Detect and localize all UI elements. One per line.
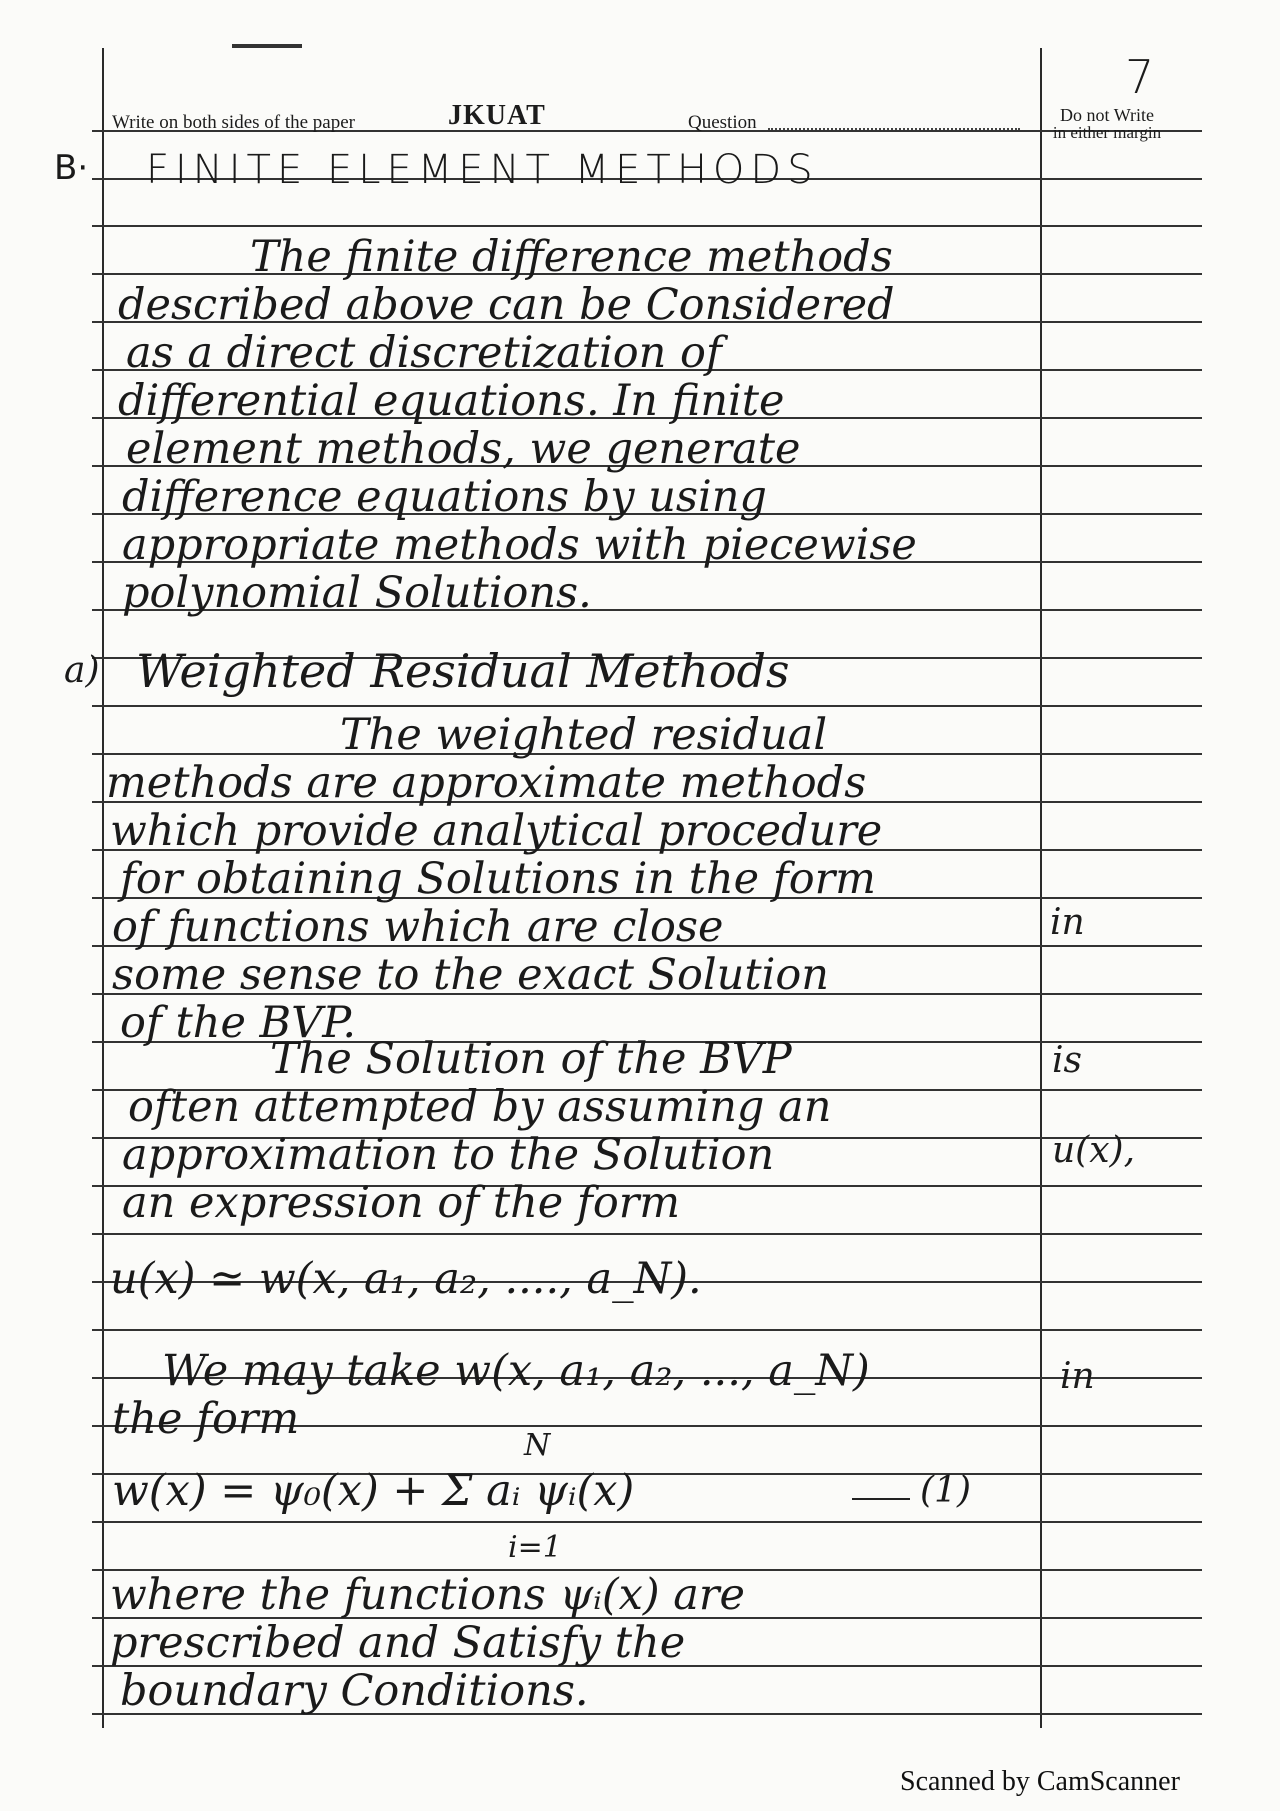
ruled-line	[92, 705, 1202, 707]
equation-number: (1)	[920, 1470, 971, 1511]
ruled-line	[92, 1233, 1202, 1235]
intro-line: element methods, we generate	[126, 424, 801, 474]
header-instruction: Write on both sides of the paper	[112, 112, 356, 133]
body-line: often attempted by assuming an	[128, 1082, 832, 1132]
margin-note-line2: in either margin	[1052, 123, 1162, 142]
left-margin-rule	[102, 48, 104, 1728]
pen-dash-mark	[232, 44, 302, 48]
equation-approximation: u(x) ≃ w(x, a₁, a₂, ...., a_N).	[110, 1254, 702, 1304]
body-line: approximation to the Solution	[122, 1130, 775, 1180]
body-line: The Solution of the BVP	[270, 1034, 792, 1084]
closing-line: prescribed and Satisfy the	[110, 1618, 686, 1668]
equation-trial-function: w(x) = ψ₀(x) + Σ aᵢ ψᵢ(x)	[112, 1466, 635, 1516]
body-line: of the BVP.	[120, 998, 357, 1048]
body-line: the form	[112, 1394, 300, 1444]
subsection-heading: Weighted Residual Methods	[136, 644, 790, 698]
body-line: which provide analytical procedure	[110, 806, 883, 856]
margin-word: is	[1052, 1040, 1082, 1081]
intro-line: differential equations. In finite	[118, 376, 785, 426]
closing-line: boundary Conditions.	[120, 1666, 589, 1716]
intro-line: appropriate methods with piecewise	[122, 520, 917, 570]
margin-word: u(x),	[1052, 1130, 1136, 1171]
intro-line: difference equations by using	[122, 472, 767, 522]
section-letter: B·	[54, 148, 89, 188]
ruled-line	[92, 1329, 1202, 1331]
body-line: some sense to the exact Solution	[112, 950, 829, 1000]
body-line: for obtaining Solutions in the form	[120, 854, 876, 904]
intro-line: as a direct discretization of	[126, 328, 722, 378]
body-line: methods are approximate methods	[106, 758, 867, 808]
margin-word: in	[1060, 1356, 1095, 1397]
intro-line: The finite difference methods	[250, 232, 893, 282]
body-line: We may take w(x, a₁, a₂, ..., a_N)	[162, 1346, 870, 1396]
sum-upper-limit: N	[524, 1428, 551, 1463]
body-line: of functions which are close	[112, 902, 724, 952]
scanner-watermark: Scanned by CamScanner	[900, 1766, 1180, 1797]
subsection-letter: a)	[64, 650, 100, 691]
question-label: Question	[688, 112, 757, 133]
margin-word: in	[1050, 902, 1085, 943]
intro-line: described above can be Considered	[118, 280, 895, 330]
right-margin-rule	[1040, 48, 1042, 1728]
closing-line: where the functions ψᵢ(x) are	[110, 1570, 745, 1620]
margin-note	[1032, 106, 1182, 142]
body-line: an expression of the form	[122, 1178, 681, 1228]
ruled-line	[92, 225, 1202, 227]
margin-note-line1: Do not Write	[1060, 105, 1154, 125]
question-dotted-line	[768, 128, 1020, 130]
equation-dash	[852, 1498, 910, 1500]
intro-line: polynomial Solutions.	[122, 568, 592, 618]
institution-name: JKUAT	[448, 100, 546, 131]
page-number: 7	[1125, 50, 1155, 104]
sum-lower-limit: i=1	[508, 1530, 562, 1565]
section-title: FINITE ELEMENT METHODS	[146, 147, 819, 193]
body-line: The weighted residual	[340, 710, 828, 760]
ruled-line	[92, 1521, 1202, 1523]
